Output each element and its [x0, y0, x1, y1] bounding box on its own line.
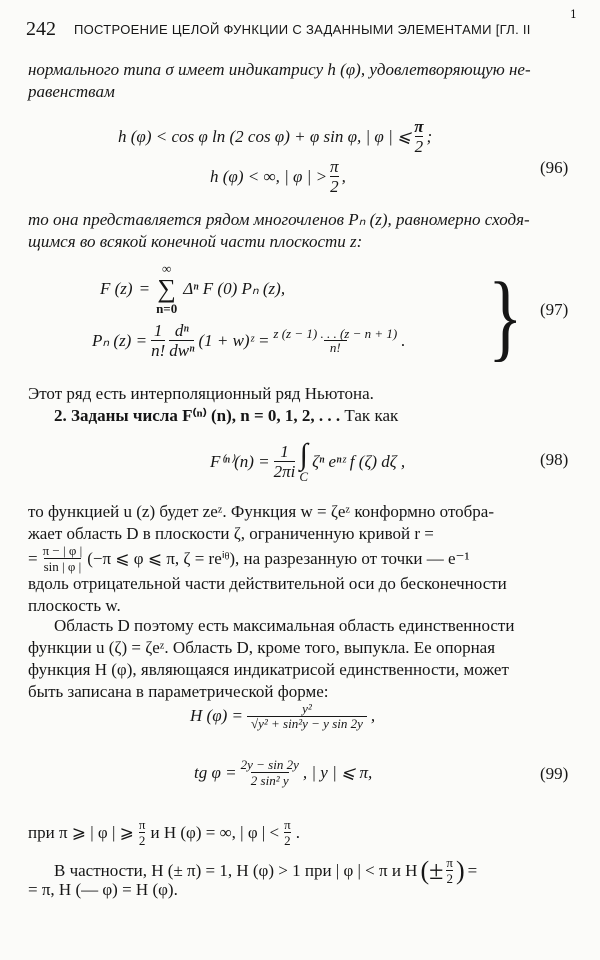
para8-frac: $\frac{\pi}{2}$ [446, 855, 453, 886]
para2-line2: щимся во всякой конечной части плоскости z: [28, 232, 363, 251]
eq97-line2: Pₙ (z) = $\frac{1}{n!}$ $\frac{\text{dⁿ}}{\text{dwⁿ}}$ (1 + w)ᶻ = $\frac{z (z - 1) . . . (z - n + 1)}{n!}$ . [92, 321, 406, 360]
para5-line3: = $\frac{\pi - | \varphi |}{\sin | \varphi |}$ (−π ⩽ φ ⩽ π, ζ = reⁱᶿ), на разрезанную от точки — e⁻¹ [28, 543, 470, 574]
eq96-line2: h (φ) < ∞, | φ | > $\frac{\pi}{2}$ , [210, 157, 346, 196]
eq98-frac: $\frac{1}{2\pi i}$ [273, 441, 296, 481]
para1-line1: нормального типа σ имеет индикатрису h (φ), удовлетворяющую не- [28, 60, 531, 79]
running-title: ПОСТРОЕНИЕ ЦЕЛОЙ ФУНКЦИИ С ЗАДАННЫМИ ЭЛЕМЕНТАМИ [ГЛ. II [74, 22, 531, 37]
eq99-line2: tg φ = $\frac{2y - \sin 2y}{\text{2 sin² y}}$ , | y | ⩽ π, [194, 757, 373, 788]
para7-frac-b: $\frac{\pi}{2}$ [284, 817, 291, 848]
para5-line1: то функцией u (z) будет zeᶻ. Функция w = ζeᶻ конформно отобра- [28, 502, 495, 521]
eq97-right-brace: } [488, 262, 523, 371]
para5-line4: вдоль отрицательной части действительной оси до бесконечности [28, 574, 507, 593]
eq96-line2-frac: $\frac{\pi}{2}$ [330, 157, 339, 196]
page-number: 242 [26, 18, 56, 40]
corner-mark: 1 [570, 8, 577, 21]
para2-line1: то она представляется рядом многочленов Pₙ (z), равномерно сходя- [28, 210, 530, 229]
eq96-number: (96) [540, 158, 569, 177]
para5-line5: плоскость w. [28, 596, 121, 615]
eq99-frac1: $\frac{\text{y²}}{\text{√y² + sin²y − y sin 2y}}$ [247, 702, 367, 730]
eq99-frac2: $\frac{2y - \sin 2y}{\text{2 sin² y}}$ [240, 757, 299, 788]
para6-line4: быть записана в параметрической форме: [28, 682, 329, 701]
para8-line2: = π, H (— φ) = H (φ). [28, 880, 178, 899]
eq98-number: (98) [540, 450, 569, 469]
para4-line1: 2. Заданы числа F⁽ⁿ⁾ (n), n = 0, 1, 2, . . . Так как [54, 406, 399, 425]
eq99-number: (99) [540, 764, 569, 783]
eq97-frac1: $\frac{1}{n!}$ [151, 321, 166, 360]
eq97-frac2: $\frac{\text{dⁿ}}{\text{dwⁿ}}$ [169, 321, 195, 360]
para8-line1: В частности, H (± π) = 1, H (φ) > 1 при | φ | < π и H (± $\frac{\pi}{2}$ ) = [54, 855, 478, 886]
para1-line2: равенствам [28, 82, 115, 101]
eq96-line1-frac: $\frac{\pi}{2}$ [414, 117, 424, 156]
eq97-line1: F (z) = ∞ ∑ n=0 Δⁿ F (0) Pₙ (z), [100, 261, 286, 316]
eq98: F⁽ⁿ⁾(n) = $\frac{1}{2\pi i}$ ∫ C ζⁿ eⁿᶻ f (ζ) dζ , [210, 438, 406, 484]
para6-line3: функция H (φ), являющаяся индикатрисой единственности, может [28, 660, 509, 679]
para5-line2: жает область D в плоскости ζ, ограниченную кривой r = [28, 524, 434, 543]
eq99-line1: H (φ) = $\frac{\text{y²}}{\text{√y² + sin²y − y sin 2y}}$ , [190, 701, 376, 731]
eq96-line1: h (φ) < cos φ ln (2 cos φ) + φ sin φ, | φ | ⩽ $\frac{\pi}{2}$ ; [118, 117, 433, 156]
para7-frac-a: $\frac{\pi}{2}$ [138, 817, 146, 848]
para3-line1: Этот ряд есть интерполяционный ряд Ньютона. [28, 384, 374, 403]
para6-line1: Область D поэтому есть максимальная область единственности [54, 616, 515, 635]
eq98-integral: ∫ C [299, 438, 309, 484]
eq97-number: (97) [540, 300, 569, 319]
para7-line1: при π ⩾ | φ | ⩾ $\frac{\pi}{2}$ и H (φ) = ∞, | φ | < $\frac{\pi}{2}$ . [28, 817, 300, 848]
eq97-sum: ∞ ∑ n=0 [156, 261, 178, 316]
para6-line2: функции u (ζ) = ζeᶻ. Область D, кроме того, выпукла. Ее опорная [28, 638, 496, 657]
eq97-frac3: $\frac{z (z - 1) . . . (z - n + 1)}{n!}$ [273, 325, 398, 356]
para5-frac: $\frac{\pi - | \varphi |}{\sin | \varphi |}$ [42, 543, 83, 574]
